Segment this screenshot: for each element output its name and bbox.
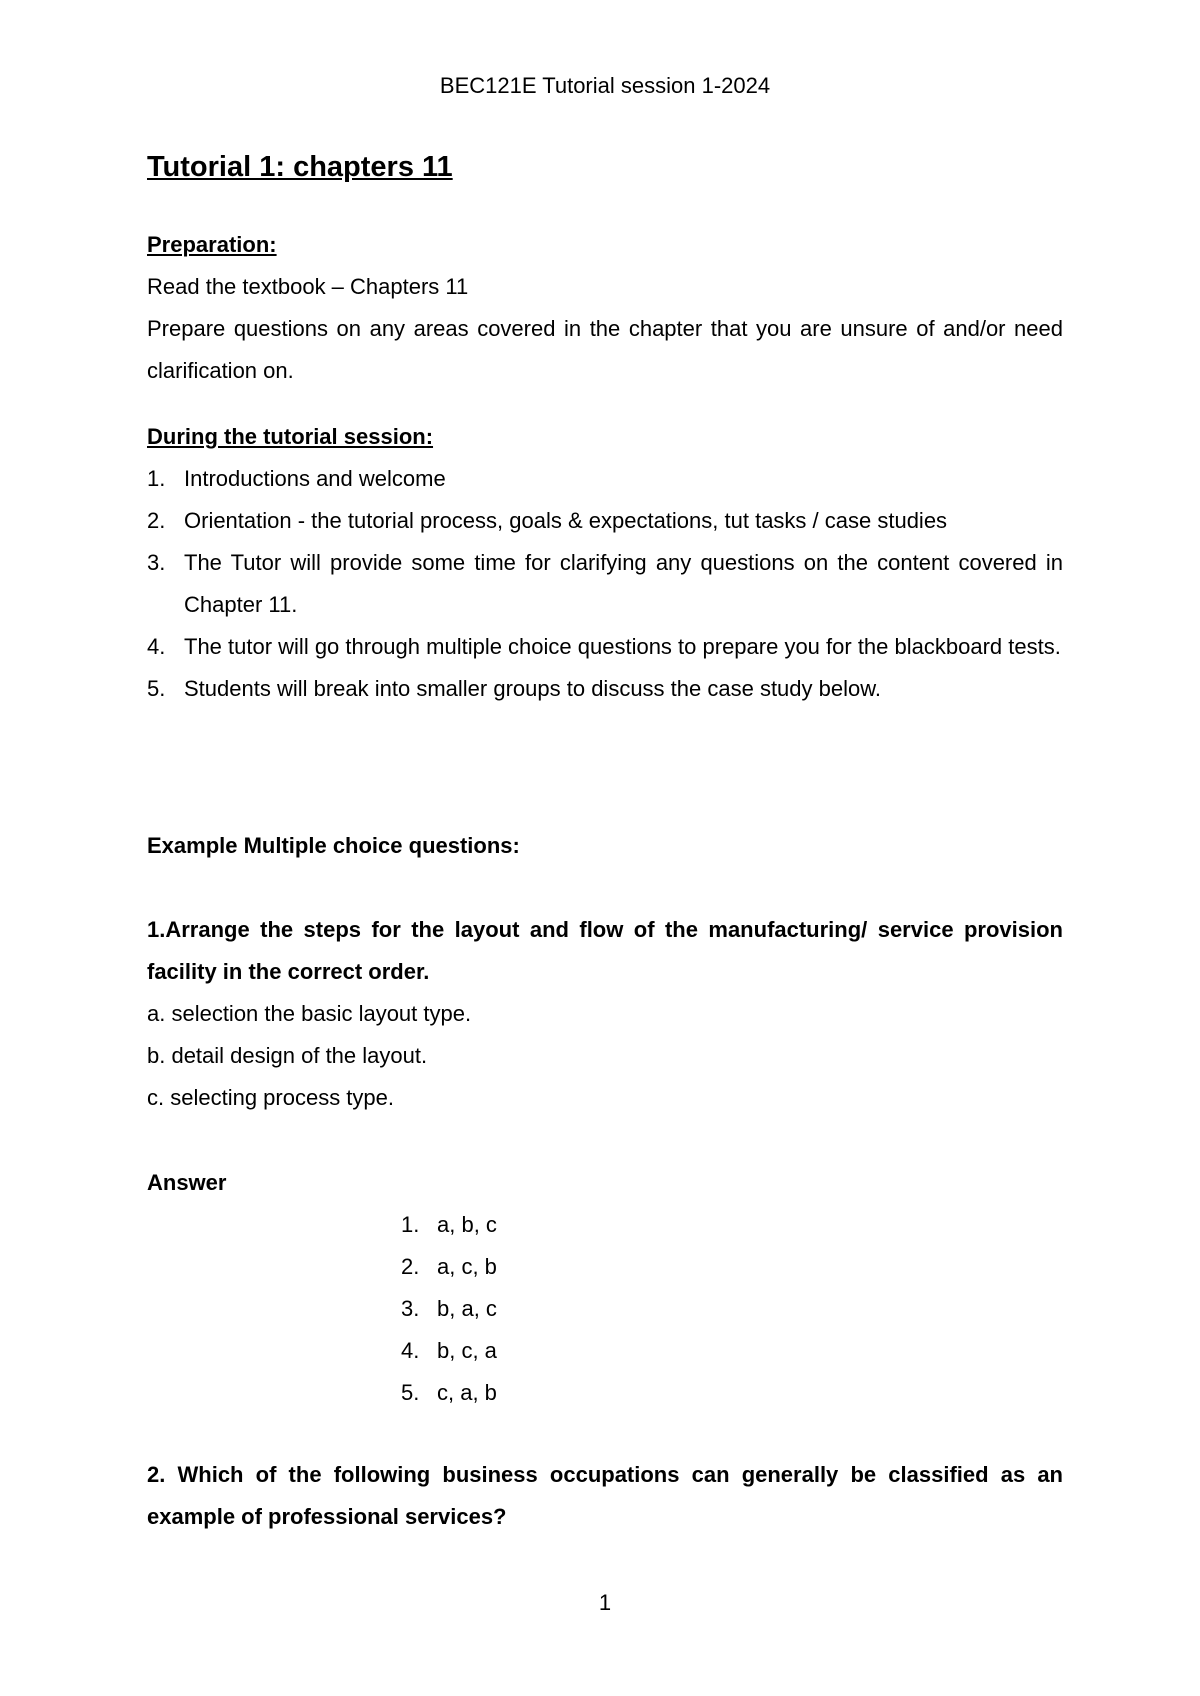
- question-2: 2. Which of the following business occupations can generally be classified as an example of professional services?: [147, 1462, 1063, 1529]
- session-heading: During the tutorial session:: [147, 424, 434, 449]
- preparation-line: Read the textbook – Chapters 11: [147, 274, 469, 299]
- page-number: 1: [598, 1590, 612, 1615]
- answer-number: 5.: [401, 1380, 420, 1405]
- list-item: [147, 542, 1063, 626]
- list-item: [147, 458, 1063, 500]
- answer-text: b, a, c: [437, 1296, 497, 1321]
- option-b: b. detail design of the layout.: [147, 1043, 428, 1068]
- preparation-line: Prepare questions on any areas covered in the chapter that you are unsure of and/or need clarification on.: [147, 316, 1063, 383]
- answer-option: [401, 1330, 701, 1372]
- list-item-text: The Tutor will provide some time for clarifying any questions on the content covered in Chapter 11.: [184, 550, 1063, 617]
- list-item-text: Orientation - the tutorial process, goals & expectations, tut tasks / case studies: [184, 508, 948, 533]
- list-item-number: 5.: [147, 676, 166, 701]
- answer-number: 3.: [401, 1296, 420, 1321]
- answer-number: 4.: [401, 1338, 420, 1363]
- list-item-number: 2.: [147, 508, 166, 533]
- answer-option: [401, 1204, 701, 1246]
- list-item-number: 4.: [147, 634, 166, 659]
- preparation-heading: Preparation:: [147, 232, 277, 257]
- question-text: 1.Arrange the steps for the layout and flow of the manufacturing/ service provision facility in the correct order.: [147, 917, 1063, 984]
- list-item: [147, 500, 1063, 542]
- answer-text: c, a, b: [437, 1380, 497, 1405]
- answer-option: [401, 1372, 701, 1414]
- answer-list: [401, 1204, 701, 1414]
- mcq-heading: Example Multiple choice questions:: [147, 833, 520, 858]
- list-item: [147, 668, 1063, 710]
- running-header: BEC121E Tutorial session 1-2024: [439, 73, 771, 98]
- list-item: [147, 626, 1063, 668]
- document-page: [147, 0, 1063, 1696]
- answer-option: [401, 1246, 701, 1288]
- list-item-text: Introductions and welcome: [184, 466, 446, 491]
- answer-number: 1.: [401, 1212, 420, 1237]
- list-item-text: Students will break into smaller groups to discuss the case study below.: [184, 676, 882, 701]
- answer-text: a, b, c: [437, 1212, 497, 1237]
- page-title: Tutorial 1: chapters 11: [147, 151, 453, 183]
- answer-label: Answer: [147, 1170, 227, 1195]
- list-item-number: 1.: [147, 466, 166, 491]
- list-item-number: 3.: [147, 550, 166, 575]
- answer-text: b, c, a: [437, 1338, 497, 1363]
- answer-number: 2.: [401, 1254, 420, 1279]
- option-c: c. selecting process type.: [147, 1085, 395, 1110]
- list-item-text: The tutor will go through multiple choice questions to prepare you for the blackboard tests.: [184, 634, 1061, 659]
- preparation-section: [147, 224, 1063, 392]
- answer-option: [401, 1288, 701, 1330]
- session-section: [147, 416, 1063, 710]
- session-list: [147, 458, 1063, 710]
- option-a: a. selection the basic layout type.: [147, 1001, 472, 1026]
- answer-text: a, c, b: [437, 1254, 497, 1279]
- question-1: [147, 909, 1063, 1119]
